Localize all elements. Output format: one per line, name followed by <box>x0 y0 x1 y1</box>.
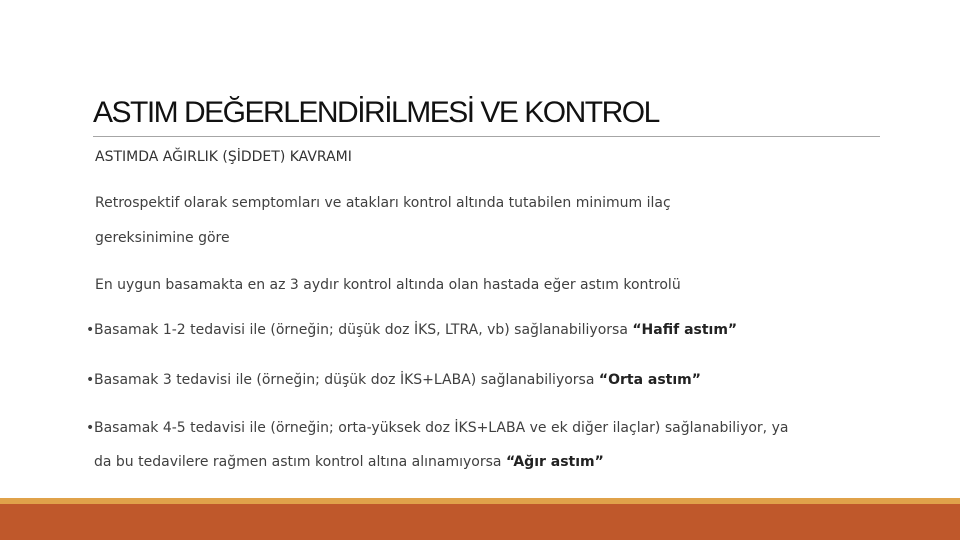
paragraph-2: En uygun basamakta en az 3 aydır kontrol altında olan hastada eğer astım kontrolü <box>95 277 681 293</box>
bullet-item-3 <box>86 411 886 479</box>
bullet-dot: • <box>86 322 95 338</box>
bullet-emphasis: “Ağır astım” <box>505 454 604 470</box>
bullet-emphasis: “Hafif astım” <box>632 322 738 338</box>
footer-accent-stripe <box>0 498 960 504</box>
paragraph-1-line-2: gereksinimine göre <box>95 230 230 246</box>
bullet-text: Basamak 1-2 tedavisi ile (örneğin; düşük doz İKS, LTRA, vb) sağlanabiliyorsa <box>94 322 633 338</box>
bullet-item-1 <box>86 313 886 347</box>
bullet-text: Basamak 4-5 tedavisi ile (örneğin; orta-yüksek doz İKS+LABA ve ek diğer ilaçlar) sağlanabiliyor, ya <box>94 420 789 436</box>
paragraph-1-line-1: Retrospektif olarak semptomları ve atakları kontrol altında tutabilen minimum ilaç <box>95 195 671 211</box>
bullet-dot: • <box>86 420 95 436</box>
bullet-emphasis: “Orta astım” <box>598 372 701 388</box>
slide-title: ASTIM DEĞERLENDİRİLMESİ VE KONTROL <box>93 96 659 129</box>
footer-accent-band <box>0 498 960 540</box>
bullet-text-continuation <box>86 445 886 479</box>
bullet-text: Basamak 3 tedavisi ile (örneğin; düşük doz İKS+LABA) sağlanabiliyorsa <box>94 372 599 388</box>
slide-subtitle: ASTIMDA AĞIRLIK (ŞİDDET) KAVRAMI <box>95 149 352 165</box>
bullet-dot: • <box>86 372 95 388</box>
bullet-item-2 <box>86 363 886 397</box>
bullet-text-line-2: da bu tedavilere rağmen astım kontrol altına alınamıyorsa <box>94 454 506 470</box>
title-divider <box>93 136 880 137</box>
